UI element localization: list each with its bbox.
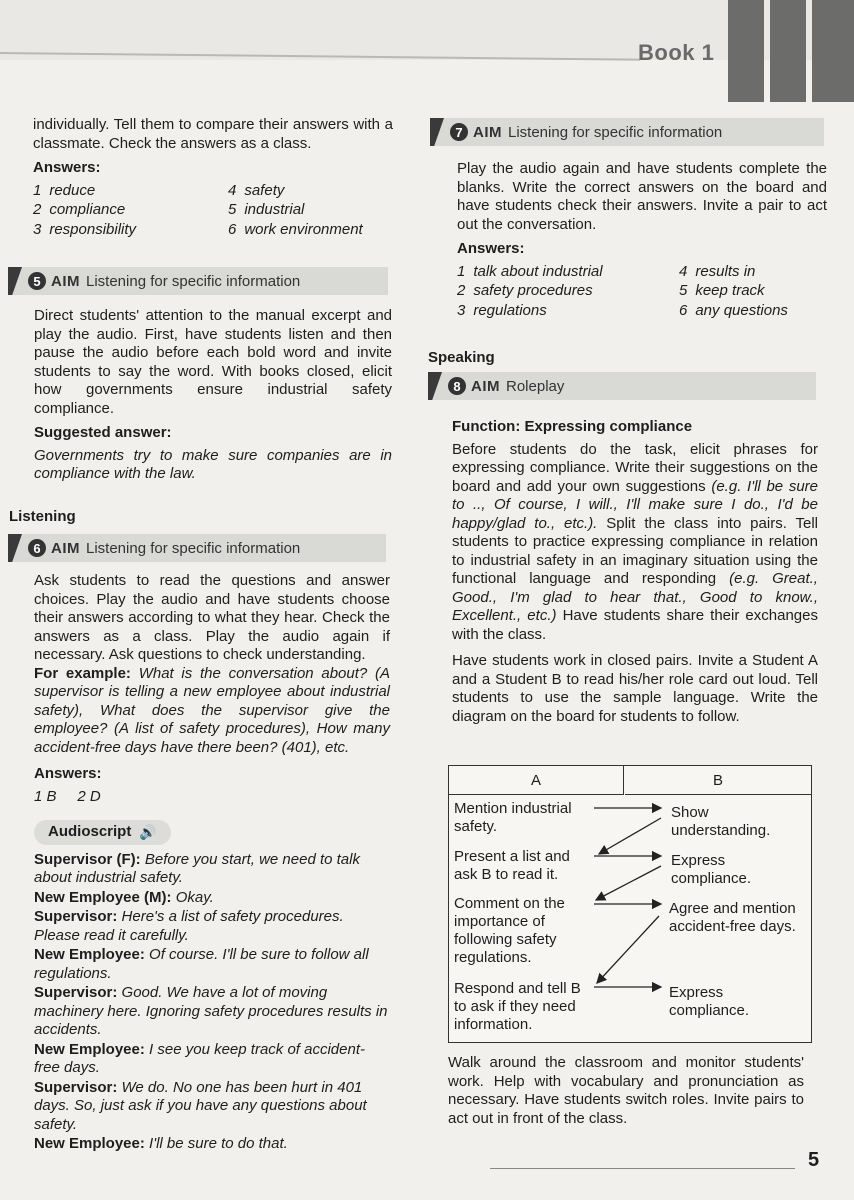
step-b-1: Show understanding.	[671, 804, 771, 839]
answer-item: 6 work environment	[228, 220, 363, 238]
script-line: Supervisor: We do. No one has been hurt in 401 days. So, just ask if you have any questions about safety.	[34, 1078, 367, 1133]
answer-item: 3 responsibility	[33, 220, 137, 238]
script-line: New Employee (M): Okay.	[34, 888, 214, 906]
answer-item: 5 keep track	[679, 282, 765, 299]
function-paragraph: Before students do the task, elicit phrases for expressing compliance. Write their suggestions on the board and add your own suggestions (e.g. I'll be sure to .., Of course, I will., I'll make sure I do., I'd be happy/glad to., etc.). Split the class into pairs. Tell students to practice expressing compliance in relation to industrial safety in an imaginary situation using the functional language and responding (e.g. Great., Good., I'm glad to hear that., Good to know., Excellent., etc.) Have students share their exchanges with the class.	[452, 440, 818, 643]
answers-2-heading: Answers:	[34, 765, 102, 782]
closing-paragraph: Walk around the classroom and monitor students' work. Help with vocabulary and pronunciation as necessary. Have students switch roles. Invite pairs to act out in front of the class.	[448, 1054, 804, 1127]
pairs-paragraph: Have students work in closed pairs. Invite a Student A and a Student B to read his/her role card out loud. Tell students to use the sample language. Write the diagram on the board for students to follow.	[452, 652, 818, 725]
left-column	[33, 116, 393, 239]
step-b-2: Express compliance.	[671, 852, 752, 887]
script-line: Supervisor (F): Before you start, we need to talk about industrial safety.	[34, 850, 360, 886]
speaking-title: Speaking	[428, 349, 495, 366]
step-b-4: Express compliance.	[669, 984, 750, 1019]
arrow-b2-a3	[596, 866, 661, 900]
aim-6-body: Ask students to read the questions and answer choices. Play the audio and have students choose their answers according to what they hear. Check the answers as a class. Play the audio again if necessary. Ask questions to check understanding.	[34, 572, 390, 663]
answer-item: 2 compliance	[33, 201, 126, 218]
audioscript	[34, 851, 390, 1154]
wedge-icon	[430, 118, 444, 146]
answer-item: 2 safety procedures	[457, 282, 593, 299]
aim-label: AIM	[473, 123, 502, 141]
script-line: New Employee: I'll be sure to do that.	[34, 1135, 288, 1152]
answer-item: 4 safety	[228, 181, 285, 199]
aim-7-section	[457, 160, 827, 320]
step-a-2: Present a list and ask B to read it.	[454, 848, 570, 883]
example-label: For example:	[34, 664, 131, 682]
roleplay-diagram	[448, 765, 812, 1043]
aim-number-badge: 6	[28, 539, 46, 557]
step-a-1: Mention industrial safety.	[454, 800, 572, 835]
aim-8-bar	[428, 372, 816, 400]
wedge-icon	[8, 267, 22, 295]
aim-label: AIM	[51, 272, 80, 290]
arrow-b1-a2	[599, 818, 661, 854]
speaker-icon: 🔊	[139, 824, 157, 840]
answers-list	[33, 182, 393, 240]
aim-description: Listening for specific information	[86, 272, 301, 290]
wedge-icon	[428, 372, 442, 400]
step-b-3: Agree and mention accident-free days.	[669, 900, 796, 935]
aim-description: Roleplay	[506, 377, 565, 395]
suggested-answer-heading: Suggested answer:	[34, 424, 172, 441]
book-tab-2	[770, 0, 806, 102]
script-line: New Employee: I see you keep track of accident-free days.	[34, 1040, 365, 1076]
answer-item: 3 regulations	[457, 301, 547, 319]
audioscript-label[interactable]	[34, 820, 171, 845]
script-line: Supervisor: Good. We have a lot of moving machinery here. Ignoring safety procedures results in accidents.	[34, 984, 388, 1038]
page-number: 5	[808, 1149, 820, 1171]
page-top-band	[0, 0, 854, 60]
aim-6-bar	[8, 534, 386, 562]
answer-item: 1 reduce	[33, 181, 96, 199]
answers-list	[457, 263, 827, 321]
answer-item: 6 any questions	[679, 301, 788, 319]
closing-section	[448, 1054, 804, 1134]
aim-description: Listening for specific information	[86, 539, 301, 557]
listening-title: Listening	[9, 508, 76, 525]
book-tab-3	[812, 0, 854, 102]
example-text: What is the conversation about? (A supervisor is telling a new employee about industrial safety), What does the supervisor give the employee? (A list of safety procedures), How many accident-free days have there been? (401), etc.	[34, 664, 390, 756]
aim-label: AIM	[471, 377, 500, 395]
answers-2: 1 B 2 D	[34, 787, 101, 805]
aim-5-section	[34, 307, 392, 490]
answers-heading: Answers:	[457, 240, 525, 257]
aim-label: AIM	[51, 539, 80, 557]
aim-description: Listening for specific information	[508, 123, 723, 141]
answer-item: 4 results in	[679, 262, 756, 280]
answer-item: 5 industrial	[228, 201, 305, 218]
function-heading: Function: Expressing compliance	[452, 418, 693, 435]
aim-8-section	[452, 418, 818, 732]
aim-5-bar	[8, 267, 388, 295]
suggested-answer: Governments try to make sure companies are in compliance with the law.	[34, 446, 392, 482]
step-a-4: Respond and tell B to ask if they need information.	[454, 980, 581, 1033]
aim-7-body: Play the audio again and have students complete the blanks. Write the correct answers on the board and have students check their answers. Invite a pair to act out the conversation.	[457, 160, 827, 233]
aim-number-badge: 5	[28, 272, 46, 290]
step-a-3: Comment on the importance of following safety regulations.	[454, 895, 565, 966]
answers-heading: Answers:	[33, 159, 101, 176]
book-label: Book 1	[638, 40, 715, 65]
column-a-header: A	[449, 766, 624, 795]
answer-item: 1 talk about industrial	[457, 262, 603, 280]
audioscript-text: Audioscript	[48, 823, 132, 840]
book-tab-1	[728, 0, 764, 102]
aim-7-bar	[430, 118, 824, 146]
wedge-icon	[8, 534, 22, 562]
aim-number-badge: 7	[450, 123, 468, 141]
aim-6-section	[34, 572, 390, 1155]
intro-text: individually. Tell them to compare their answers with a classmate. Check the answers as a class.	[33, 116, 393, 152]
example-paragraph	[34, 665, 390, 758]
diagram-arrows	[449, 766, 811, 1042]
arrow-b3-a4	[597, 916, 659, 983]
aim-5-body: Direct students' attention to the manual excerpt and play the audio. First, have students listen and then pause the audio before each bold word and invite students to say the word. With books closed, elicit how governments ensure industrial safety compliance.	[34, 307, 392, 417]
script-line: New Employee: Of course. I'll be sure to follow all regulations.	[34, 946, 369, 982]
script-line: Supervisor: Here's a list of safety procedures. Please read it carefully.	[34, 908, 344, 944]
column-b-header: B	[625, 766, 811, 795]
aim-number-badge: 8	[448, 377, 466, 395]
footer-divider	[490, 1168, 795, 1169]
